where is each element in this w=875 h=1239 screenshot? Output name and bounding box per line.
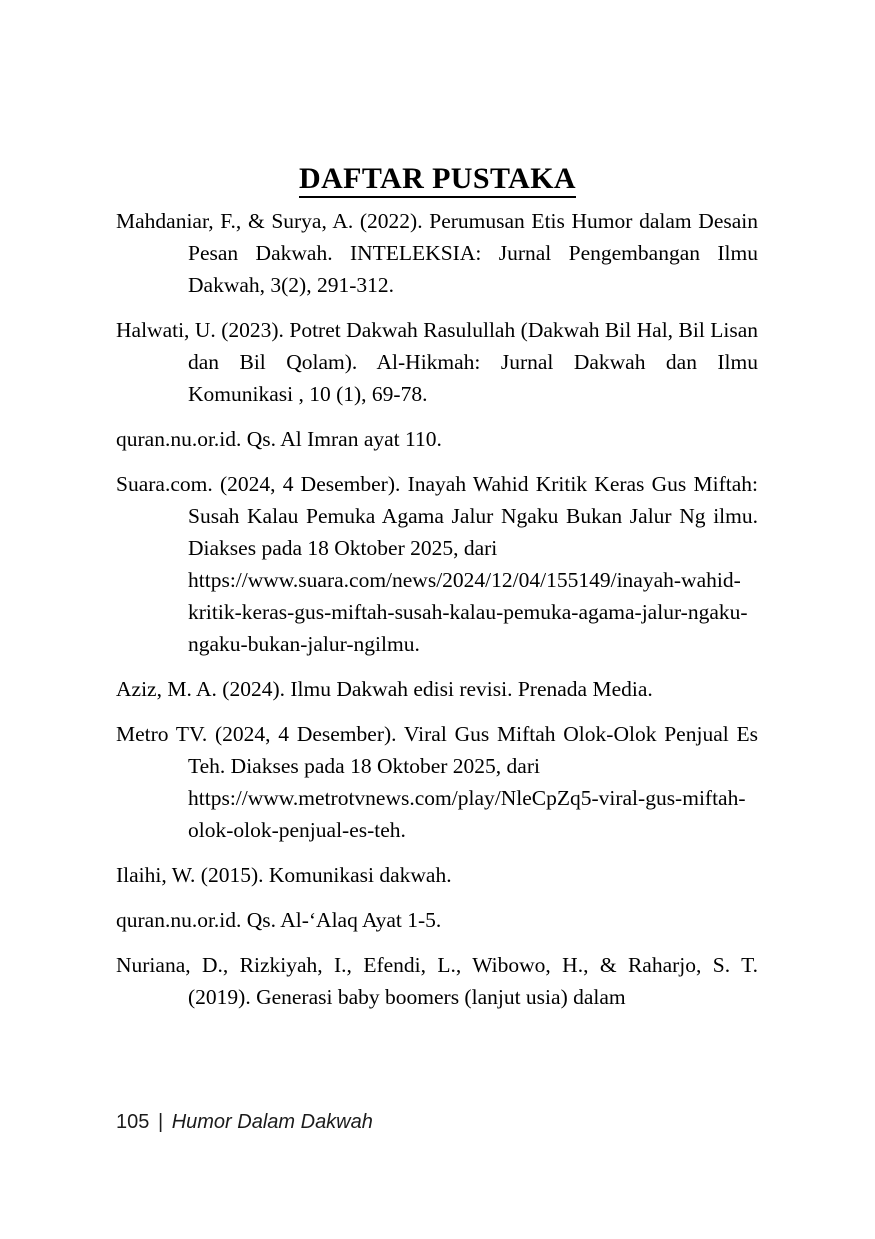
- reference-lead-text: Metro TV. (2024, 4 Desember). Viral Gus Miftah Olok-Olok Penjual Es Teh. Diakses pada 18 Oktober 2025, dari: [116, 722, 758, 778]
- footer-separator: |: [157, 1111, 164, 1133]
- page-title: DAFTAR PUSTAKA: [299, 163, 576, 198]
- reference-list: [116, 205, 758, 1026]
- page-footer: [116, 1108, 373, 1136]
- footer-book-title: Humor Dalam Dakwah: [171, 1111, 373, 1133]
- reference-entry: Mahdaniar, F., & Surya, A. (2022). Perumusan Etis Humor dalam Desain Pesan Dakwah. INTELEKSIA: Jurnal Pengembangan Ilmu Dakwah, 3(2), 291-312.: [116, 209, 758, 297]
- reference-entry: Nuriana, D., Rizkiyah, I., Efendi, L., Wibowo, H., & Raharjo, S. T. (2019). Generasi baby boomers (lanjut usia) dalam: [116, 953, 758, 1009]
- reference-lead-text: Suara.com. (2024, 4 Desember). Inayah Wahid Kritik Keras Gus Miftah: Susah Kalau Pemuka Agama Jalur Ngaku Bukan Jalur Ng ilmu. Diakses pada 18 Oktober 2025, dari: [116, 472, 758, 560]
- reference-url: https://www.suara.com/news/2024/12/04/155149/inayah-wahid-kritik-keras-gus-miftah-susah-kalau-pemuka-agama-jalur-ngaku-ngaku-bukan-jalur-ngilmu.: [188, 568, 748, 656]
- footer-page-number: 105: [116, 1111, 150, 1133]
- reference-entry: quran.nu.or.id. Qs. Al-ʻAlaq Ayat 1-5.: [116, 908, 442, 932]
- reference-entry: Aziz, M. A. (2024). Ilmu Dakwah edisi revisi. Prenada Media.: [116, 677, 653, 701]
- reference-url: https://www.metrotvnews.com/play/NleCpZq5-viral-gus-miftah-olok-olok-penjual-es-teh.: [188, 786, 746, 842]
- reference-entry: [116, 718, 758, 846]
- reference-entry: Ilaihi, W. (2015). Komunikasi dakwah.: [116, 863, 452, 887]
- reference-entry: quran.nu.or.id. Qs. Al Imran ayat 110.: [116, 427, 442, 451]
- reference-entry: Halwati, U. (2023). Potret Dakwah Rasulullah (Dakwah Bil Hal, Bil Lisan dan Bil Qolam). Al-Hikmah: Jurnal Dakwah dan Ilmu Komunikasi , 10 (1), 69-78.: [116, 318, 758, 406]
- reference-entry: [116, 468, 758, 660]
